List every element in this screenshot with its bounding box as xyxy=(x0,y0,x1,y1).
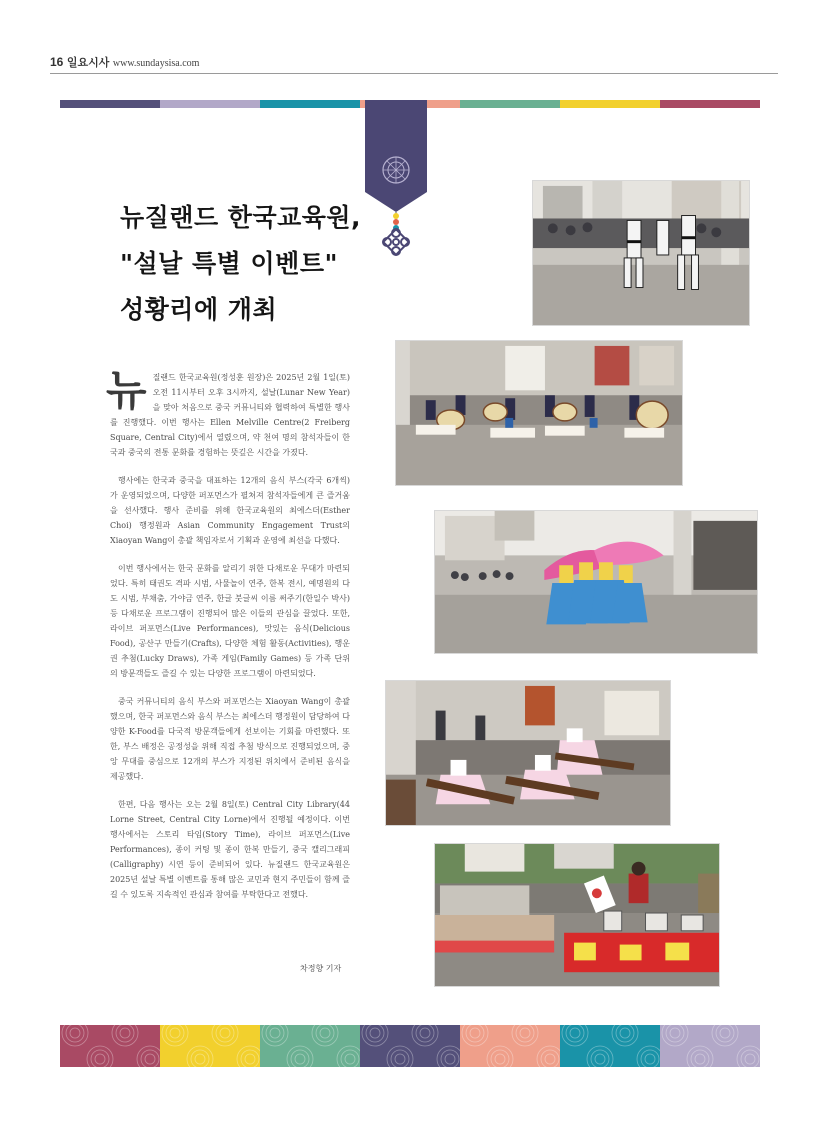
band-segment xyxy=(260,1025,360,1067)
page-header xyxy=(50,54,199,70)
title-line-1: 뉴질랜드 한국교육원, xyxy=(120,203,362,232)
header-divider xyxy=(50,73,778,74)
drum-performance-photo-icon xyxy=(396,341,682,485)
photo-samulnori xyxy=(395,340,683,486)
paragraph-1-text: 질랜드 한국교육원(정성훈 원장)은 2025년 2월 1일(토) 오전 11시부터 오후 3시까지, 설날(Lunar New Year)을 맞아 처음으로 중국 커뮤니티와 협력하여 특별한 행사를 진행했다. 이번 행사는 Ellen Melville Centre(2 Freiberg Square, Central City)에서 열렸으며, 약 천여 명의 참석자들이 한국과 중국의 전통 문화를 경험하는 뜻깊은 시간을 가졌다. xyxy=(110,373,350,457)
paragraph-4-text: 중국 커뮤니티의 음식 부스와 퍼포먼스는 Xiaoyan Wang이 총괄했으며, 한국 퍼포먼스와 음식 부스는 최에스더 행정원이 담당하여 다양한 K-Food를 다국적 방문객들에게 선보이는 기회를 마련했다. 또한, 부스 배정은 공정성을 위해 직접 추첨 방식으로 진행되었으며, 중앙 무대를 중심으로 12개의 부스가 지정된 위치에서 준비된 음식을 제공했다. xyxy=(110,697,350,781)
publication-url: www.sundaysisa.com xyxy=(112,58,200,69)
flower-pattern-icon xyxy=(660,1025,760,1067)
publication-name: 일요시사 xyxy=(66,56,110,69)
article-title xyxy=(120,195,410,333)
band-segment xyxy=(60,100,160,108)
band-segment xyxy=(260,100,360,108)
flower-pattern-icon xyxy=(360,1025,460,1067)
photo-taekwondo xyxy=(532,180,750,326)
band-segment xyxy=(360,1025,460,1067)
paragraph-3 xyxy=(110,561,350,681)
band-segment xyxy=(660,100,760,108)
flower-pattern-icon xyxy=(560,1025,660,1067)
band-segment xyxy=(60,1025,160,1067)
paragraph-2-text: 행사에는 한국과 중국을 대표하는 12개의 음식 부스(각국 6개씩)가 운영되었으며, 다양한 퍼포먼스가 펼쳐져 참석자들에게 큰 즐거움을 선사했다. 행사 준비를 위해 한국교육원의 최에스더(Esther Choi) 행정원과 Asian Community Engagement Trust의 Xiaoyan Wang이 총괄 책임자로서 기획과 운영에 최선을 다했다. xyxy=(110,476,350,545)
photo-food-booth xyxy=(434,843,720,987)
bottom-color-band xyxy=(60,1025,760,1067)
photo-gayageum xyxy=(385,680,671,826)
flower-pattern-icon xyxy=(60,1025,160,1067)
paragraph-4 xyxy=(110,694,350,784)
article-body xyxy=(106,366,350,915)
band-segment xyxy=(160,1025,260,1067)
flower-pattern-icon xyxy=(260,1025,360,1067)
band-segment xyxy=(560,100,660,108)
title-line-3: 성황리에 개최 xyxy=(120,295,278,324)
pennant-ornament xyxy=(365,100,455,210)
band-segment xyxy=(460,100,560,108)
paragraph-3-text: 이번 행사에서는 한국 문화를 알리기 위한 다채로운 무대가 마련되었다. 특히 태권도 격파 시범, 사물놀이 연주, 한복 전시, 예명원의 다도 시범, 부채춤, 가야금 연주, 한글 붓글씨 이름 써주기(한일수 박사) 등 다채로운 프로그램이 진행되어 많은 이들의 관심을 끌었다. 또한, 라이브 퍼포먼스(Live Performances), 맛있는 음식(Delicious Food), 공산구 만들기(Crafts), 다양한 체험 활동(Activities), 행운권 추첨(Lucky Draws), 가족 게임(Family Games) 등 가족 단위의 방문객들도 즐길 수 있는 다양한 프로그램이 마련되었다. xyxy=(110,564,350,678)
photo-fan-dance xyxy=(434,510,758,654)
title-line-2: "설날 특별 이벤트" xyxy=(120,249,339,278)
paragraph-2 xyxy=(110,473,350,548)
band-segment xyxy=(460,1025,560,1067)
gayageum-photo-icon xyxy=(386,681,670,825)
flower-pattern-icon xyxy=(460,1025,560,1067)
band-segment xyxy=(160,100,260,108)
page-number: 16 xyxy=(50,55,64,69)
band-segment xyxy=(560,1025,660,1067)
paragraph-5-text: 한편, 다음 행사는 오는 2월 8일(토) Central City Library(44 Lorne Street, Central City Lorne)에서 진행될 예정이다. 이번 행사에서는 스토리 타임(Story Time), 라이브 퍼포먼스(Live Performances), 종이 커팅 및 종이 한복 만들기, 중국 캘리그래피(Calligraphy) 시연 등이 준비되어 있다. 뉴질랜드 한국교육원은 2025년 설날 특별 이벤트를 통해 많은 교민과 현지 주민들이 함께 즐길 수 있도록 지속적인 관심과 참여를 부탁한다고 전했다. xyxy=(110,800,350,899)
paragraph-1 xyxy=(106,366,350,460)
food-booth-photo-icon xyxy=(435,844,719,986)
paragraph-5 xyxy=(110,797,350,902)
band-segment xyxy=(660,1025,760,1067)
taekwondo-photo-icon xyxy=(533,181,749,325)
fan-dance-photo-icon xyxy=(435,511,757,653)
flower-pattern-icon xyxy=(160,1025,260,1067)
byline: 차정향 기자 xyxy=(300,964,342,973)
drop-cap: 뉴 xyxy=(106,366,147,415)
